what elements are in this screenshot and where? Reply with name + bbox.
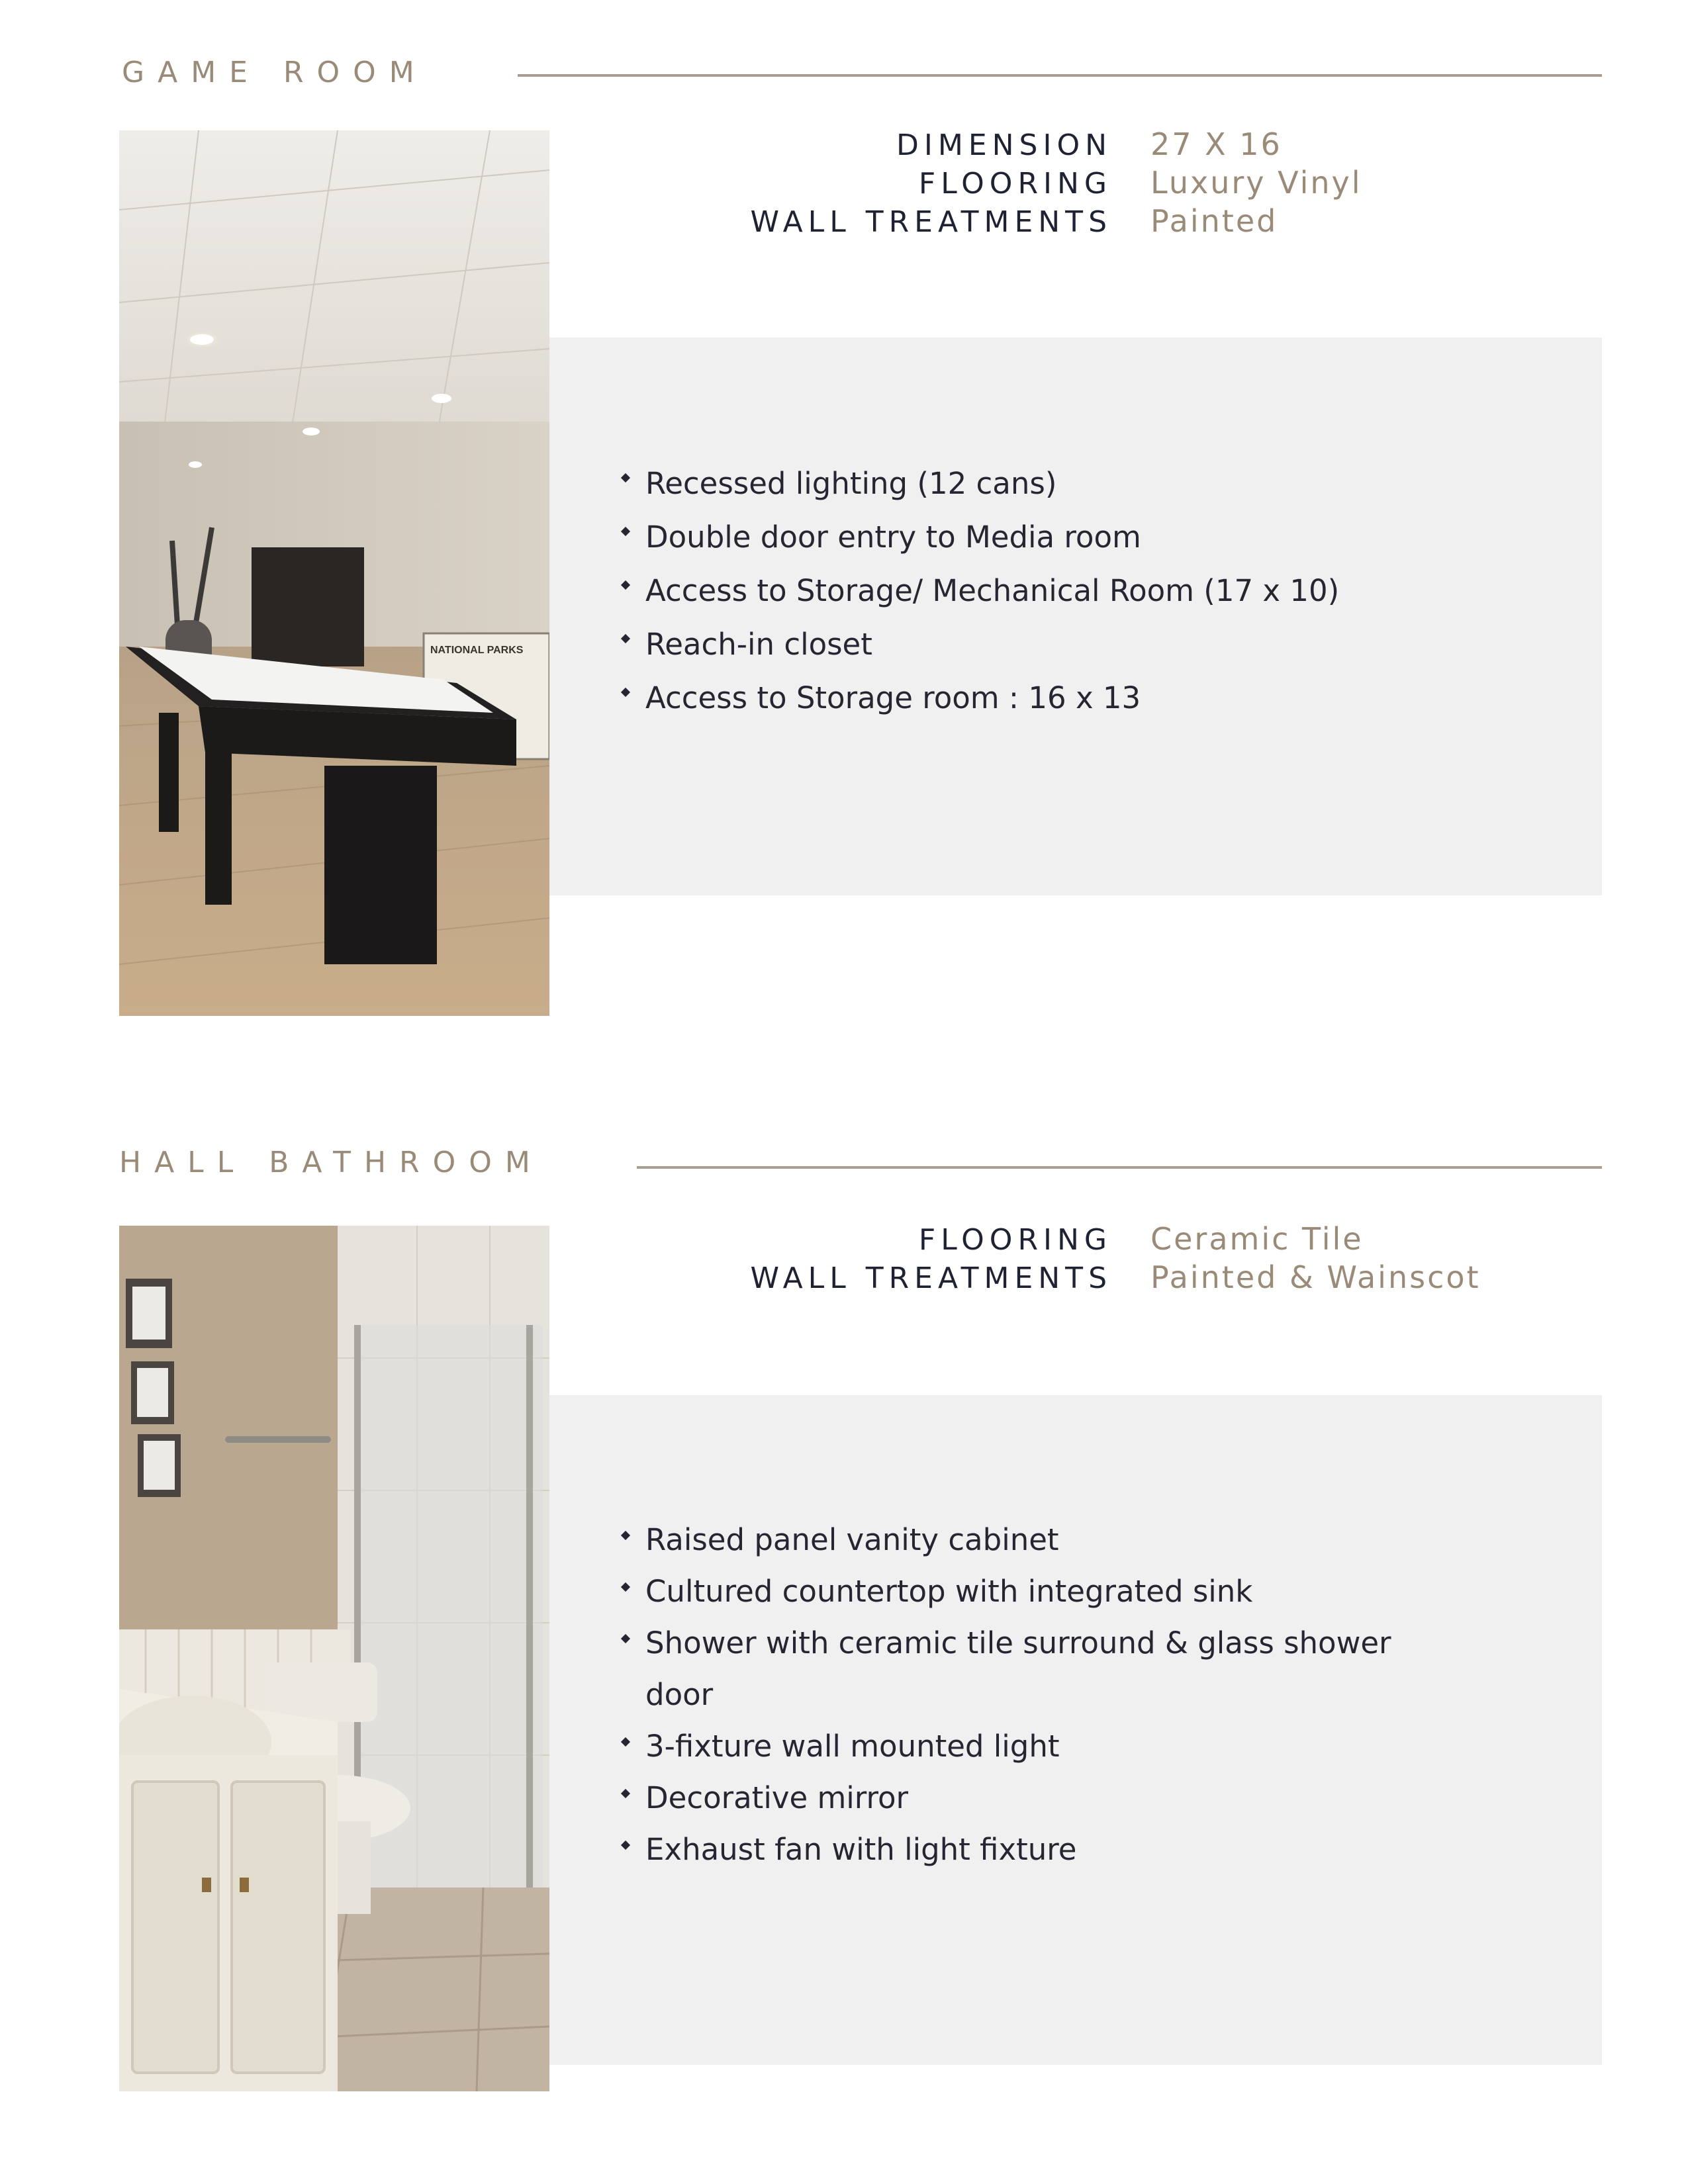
hall-bathroom-features-panel xyxy=(549,1395,1602,2065)
spec-value: Luxury Vinyl xyxy=(1150,165,1362,201)
game-room-specs xyxy=(596,126,1602,242)
game-room-photo xyxy=(119,130,549,1016)
spec-label: WALL TREATMENTS xyxy=(750,205,1112,239)
list-item: 3-fixture wall mounted light xyxy=(622,1721,1463,1772)
list-item: Access to Storage/ Mechanical Room (17 x 10) xyxy=(622,564,1483,617)
spec-value: Ceramic Tile xyxy=(1150,1221,1364,1257)
hall-bathroom-specs xyxy=(596,1221,1602,1298)
list-item: Cultured countertop with integrated sink xyxy=(622,1566,1463,1617)
hall-bathroom-photo xyxy=(119,1226,549,2091)
feature-list xyxy=(622,1514,1463,1876)
feature-list xyxy=(622,457,1483,725)
spec-row-flooring xyxy=(596,165,1602,203)
spec-value: Painted xyxy=(1150,203,1278,239)
spec-label: WALL TREATMENTS xyxy=(750,1261,1112,1295)
section-divider xyxy=(637,1166,1602,1169)
section-title-game-room: GAME ROOM xyxy=(122,56,428,89)
section-divider xyxy=(518,74,1602,77)
list-item: Shower with ceramic tile surround & glass shower door xyxy=(622,1617,1463,1721)
list-item: Raised panel vanity cabinet xyxy=(622,1514,1463,1566)
spec-row-wall-treatments xyxy=(596,203,1602,242)
spec-value: Painted & Wainscot xyxy=(1150,1259,1481,1295)
spec-row-dimension xyxy=(596,126,1602,165)
section-title-hall-bathroom: HALL BATHROOM xyxy=(119,1146,543,1179)
spec-label: FLOORING xyxy=(918,167,1112,201)
poster-text: NATIONAL PARKS xyxy=(430,645,524,656)
spec-label: DIMENSION xyxy=(896,128,1112,162)
spec-row-wall-treatments xyxy=(596,1259,1602,1298)
game-room-features-panel xyxy=(549,338,1602,895)
list-item: Reach-in closet xyxy=(622,617,1483,671)
spec-label: FLOORING xyxy=(918,1223,1112,1257)
list-item: Recessed lighting (12 cans) xyxy=(622,457,1483,510)
list-item: Access to Storage room : 16 x 13 xyxy=(622,671,1483,725)
list-item: Decorative mirror xyxy=(622,1772,1463,1824)
list-item: Exhaust fan with light fixture xyxy=(622,1824,1463,1876)
spec-value: 27 X 16 xyxy=(1150,126,1282,162)
list-item: Double door entry to Media room xyxy=(622,510,1483,564)
spec-row-flooring xyxy=(596,1221,1602,1259)
